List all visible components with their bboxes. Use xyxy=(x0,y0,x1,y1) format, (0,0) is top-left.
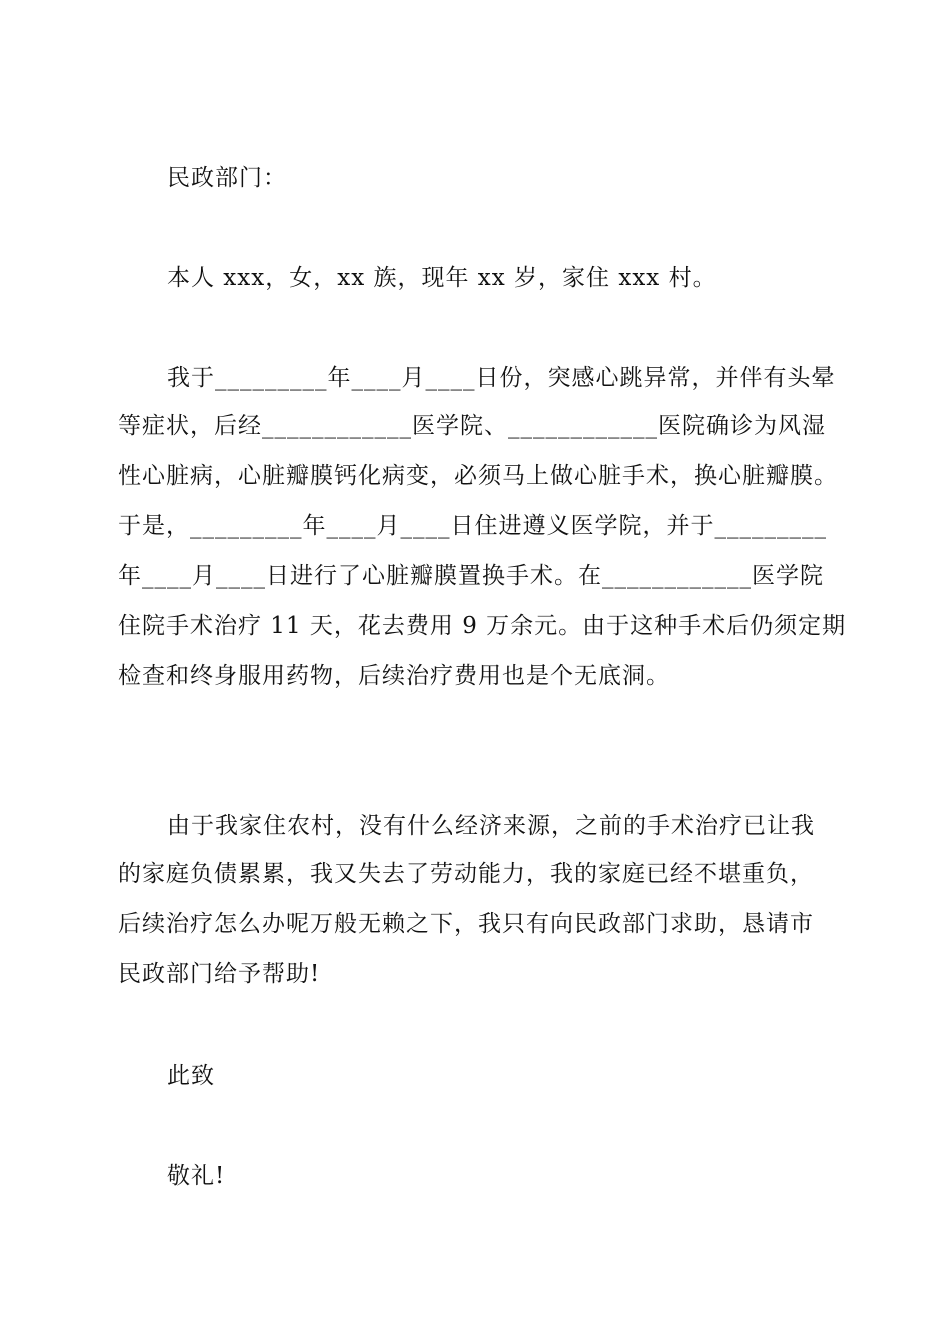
paragraph-line: 检查和终身服用药物，后续治疗费用也是个无底洞。 xyxy=(118,663,670,689)
closing-jingli: 敬礼! xyxy=(167,1163,226,1189)
paragraph-line: 年____月____日进行了心脏瓣膜置换手术。在____________医学院 xyxy=(118,563,824,589)
paragraph-line: 由于我家住农村，没有什么经济来源，之前的手术治疗已让我 xyxy=(167,813,815,839)
closing-cizhi: 此致 xyxy=(167,1063,215,1089)
paragraph-line: 的家庭负债累累，我又失去了劳动能力，我的家庭已经不堪重负， xyxy=(118,861,814,887)
paragraph-line: 我于_________年____月____日份，突感心跳异常，并伴有头晕 xyxy=(167,365,836,391)
paragraph-line: 民政部门给予帮助! xyxy=(118,961,321,987)
paragraph-line: 性心脏病，心脏瓣膜钙化病变，必须马上做心脏手术，换心脏瓣膜。 xyxy=(118,463,838,489)
paragraph-line: 住院手术治疗 11 天，花去费用 9 万余元。由于这种手术后仍须定期 xyxy=(118,613,847,639)
salutation: 民政部门： xyxy=(167,165,287,191)
intro-line: 本人 xxx，女，xx 族，现年 xx 岁，家住 xxx 村。 xyxy=(167,265,717,291)
paragraph-line: 于是，_________年____月____日住进遵义医学院，并于_________ xyxy=(118,513,827,539)
paragraph-line: 后续治疗怎么办呢万般无赖之下，我只有向民政部门求助，恳请市 xyxy=(118,911,814,937)
paragraph-line: 等症状，后经____________医学院、____________医院确诊为风湿 xyxy=(118,413,826,439)
